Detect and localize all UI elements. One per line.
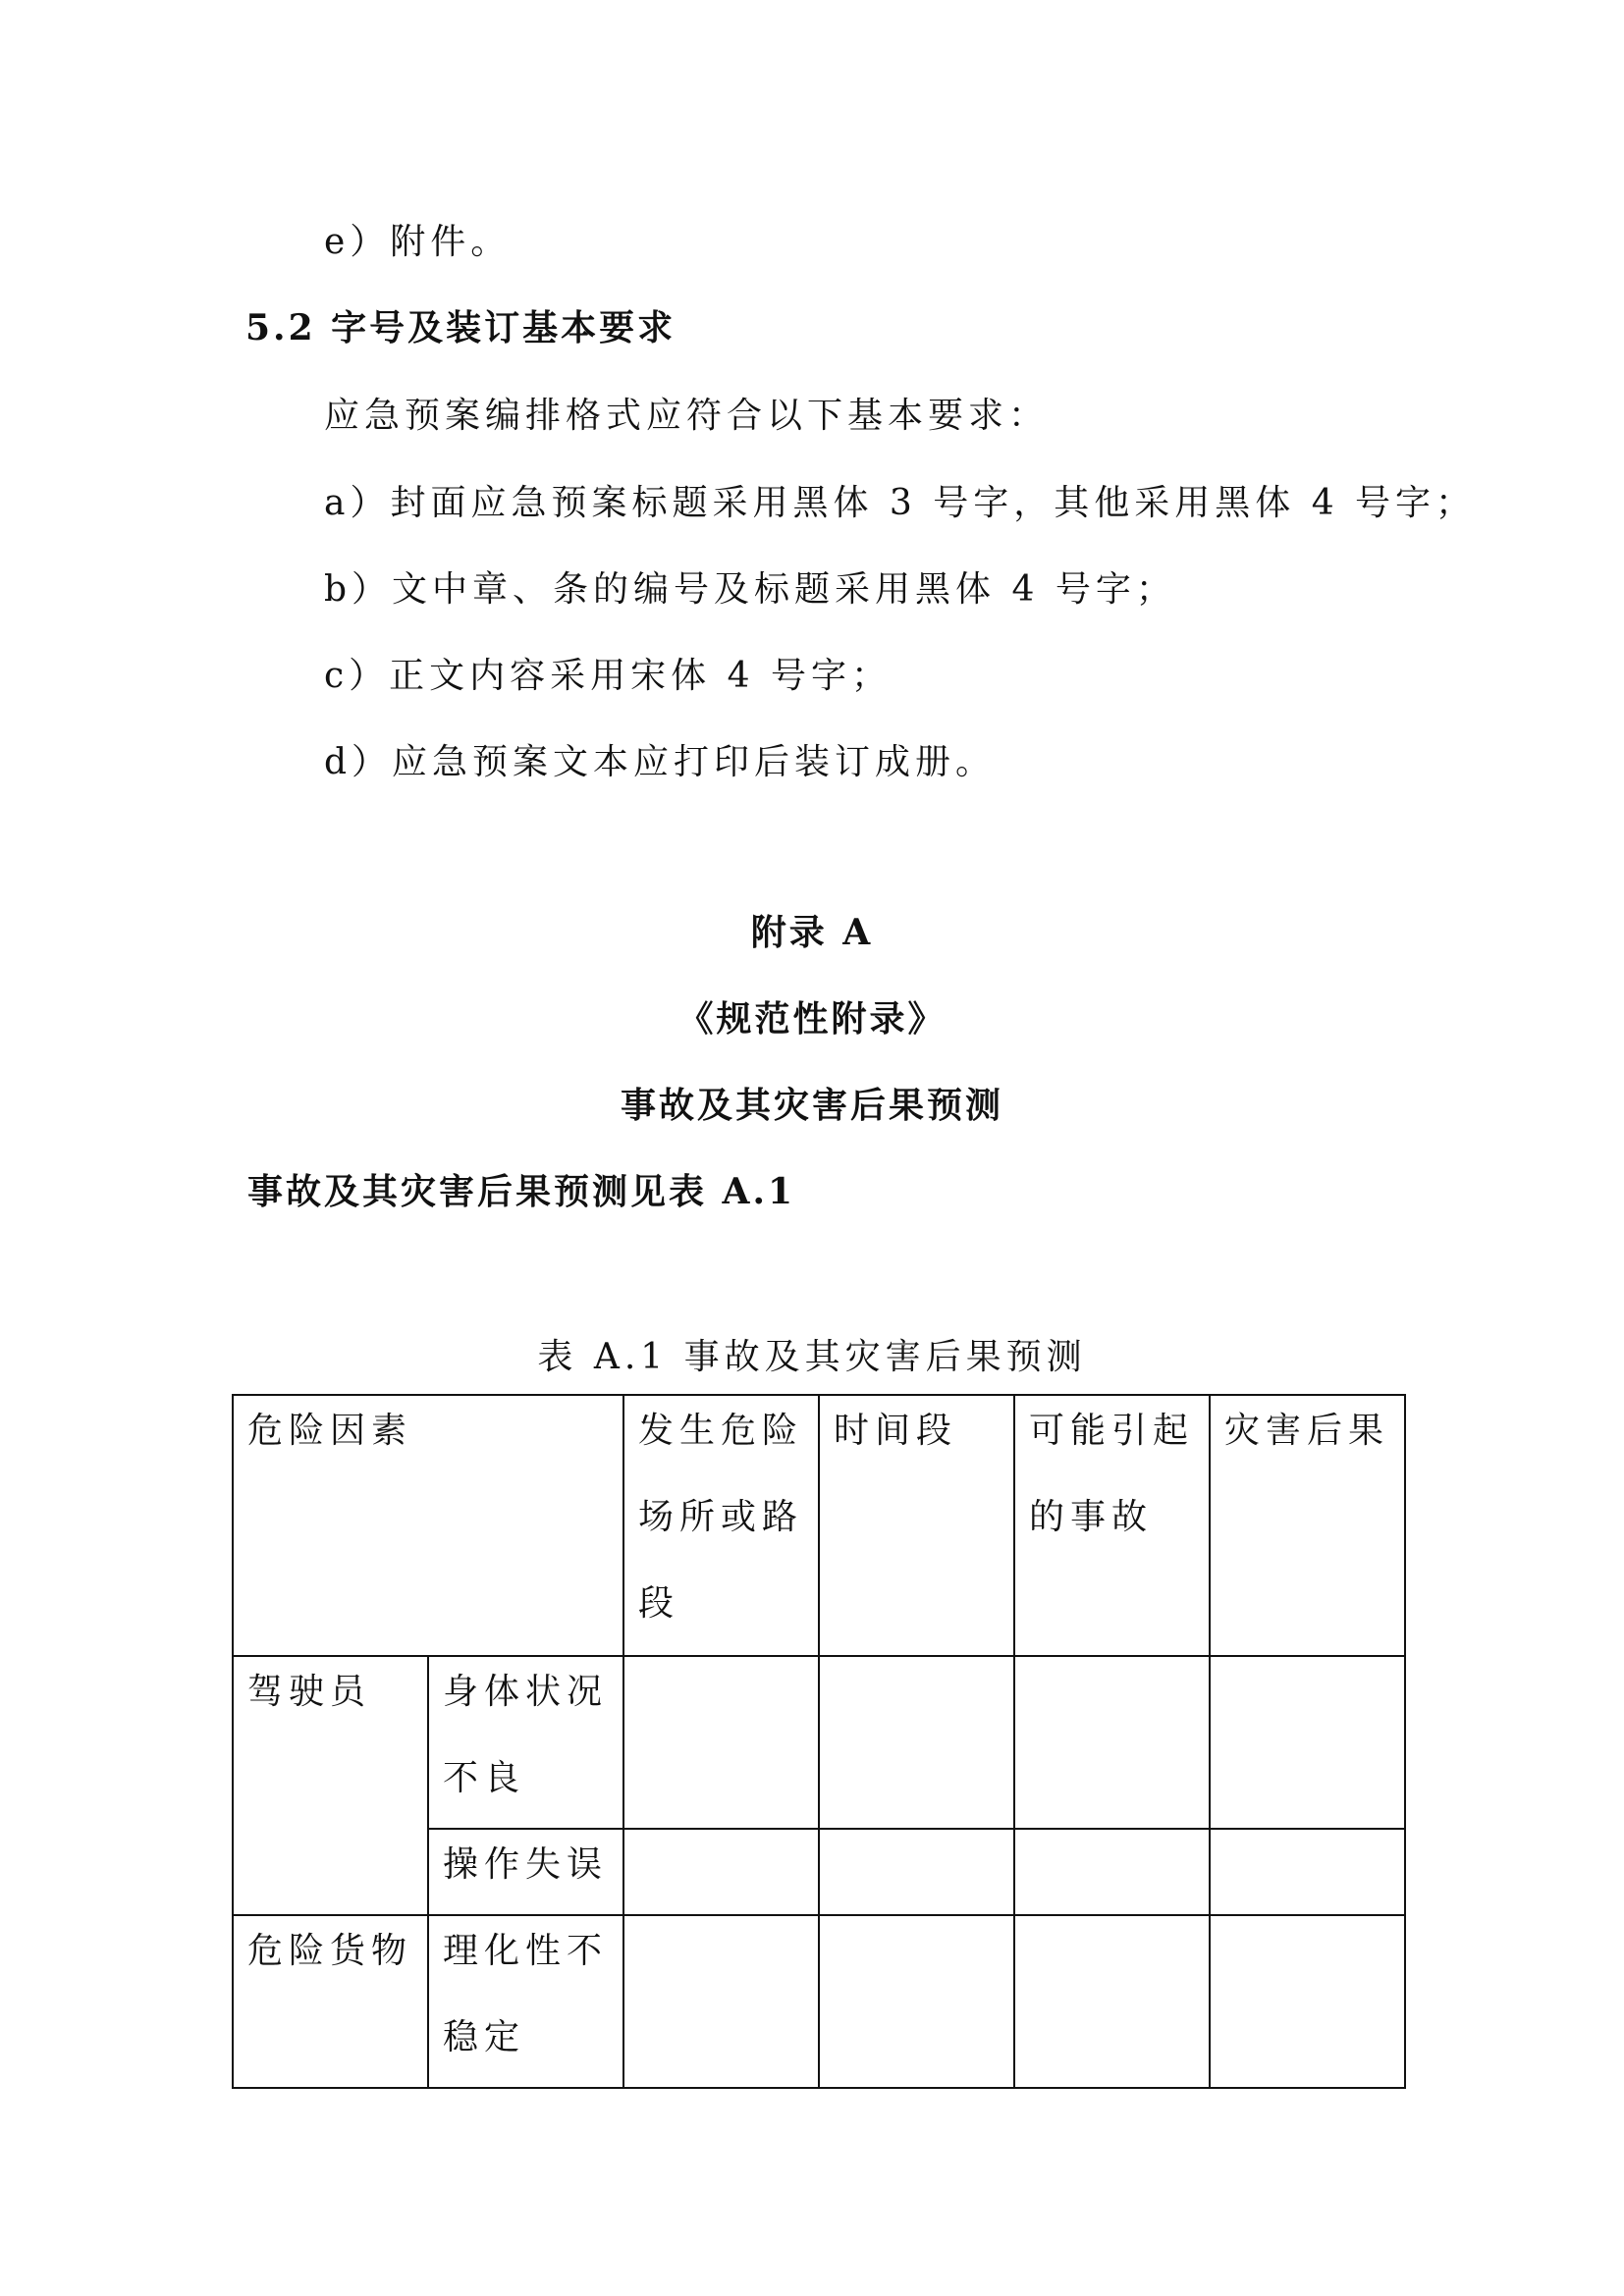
empty-cell	[819, 1915, 1014, 2088]
appendix-title: 事故及其灾害后果预测	[620, 1085, 1003, 1126]
empty-cell	[623, 1915, 819, 2088]
appendix-type: 《规范性附录》	[677, 998, 947, 1040]
header-cell-hazard-factor: 危险因素	[233, 1395, 623, 1656]
header-cell-consequence: 灾害后果	[1210, 1395, 1405, 1656]
header-cell-time-period: 时间段	[819, 1395, 1014, 1656]
empty-cell	[1014, 1656, 1210, 1829]
empty-cell	[819, 1656, 1014, 1829]
factor-cell: 操作失误	[428, 1829, 623, 1915]
appendix-label: 附录 A	[750, 912, 874, 953]
section-intro: 应急预案编排格式应符合以下基本要求：	[324, 396, 1050, 436]
table-row	[233, 1656, 1405, 1829]
hazard-prediction-table	[232, 1394, 1406, 2089]
list-item-a: a）封面应急预案标题采用黑体 3 号字，其他采用黑体 4 号字；	[324, 483, 1477, 523]
empty-cell	[1014, 1829, 1210, 1915]
group-cell-driver: 驾驶员	[233, 1656, 428, 1915]
header-cell-possible-accident: 可能引起的事故	[1014, 1395, 1210, 1656]
section-heading: 5.2 字号及装订基本要求	[245, 307, 677, 348]
empty-cell	[1210, 1915, 1405, 2088]
list-item-d: d）应急预案文本应打印后装订成册。	[324, 742, 997, 782]
table-row	[233, 1915, 1405, 2088]
empty-cell	[623, 1656, 819, 1829]
appendix-table-reference: 事故及其灾害后果预测见表 A.1	[247, 1171, 796, 1212]
factor-cell: 理化性不稳定	[428, 1915, 623, 2088]
header-cell-location: 发生危险场所或路段	[623, 1395, 819, 1656]
list-item-e: e）附件。	[324, 222, 512, 262]
table-header-row	[233, 1395, 1405, 1656]
factor-cell: 身体状况不良	[428, 1656, 623, 1829]
list-item-c: c）正文内容采用宋体 4 号字；	[324, 656, 892, 696]
list-item-b: b）文中章、条的编号及标题采用黑体 4 号字；	[324, 569, 1176, 610]
table-caption: 表 A.1 事故及其灾害后果预测	[537, 1337, 1087, 1377]
empty-cell	[819, 1829, 1014, 1915]
group-cell-hazardous-goods: 危险货物	[233, 1915, 428, 2088]
empty-cell	[1210, 1656, 1405, 1829]
empty-cell	[1210, 1829, 1405, 1915]
empty-cell	[623, 1829, 819, 1915]
empty-cell	[1014, 1915, 1210, 2088]
